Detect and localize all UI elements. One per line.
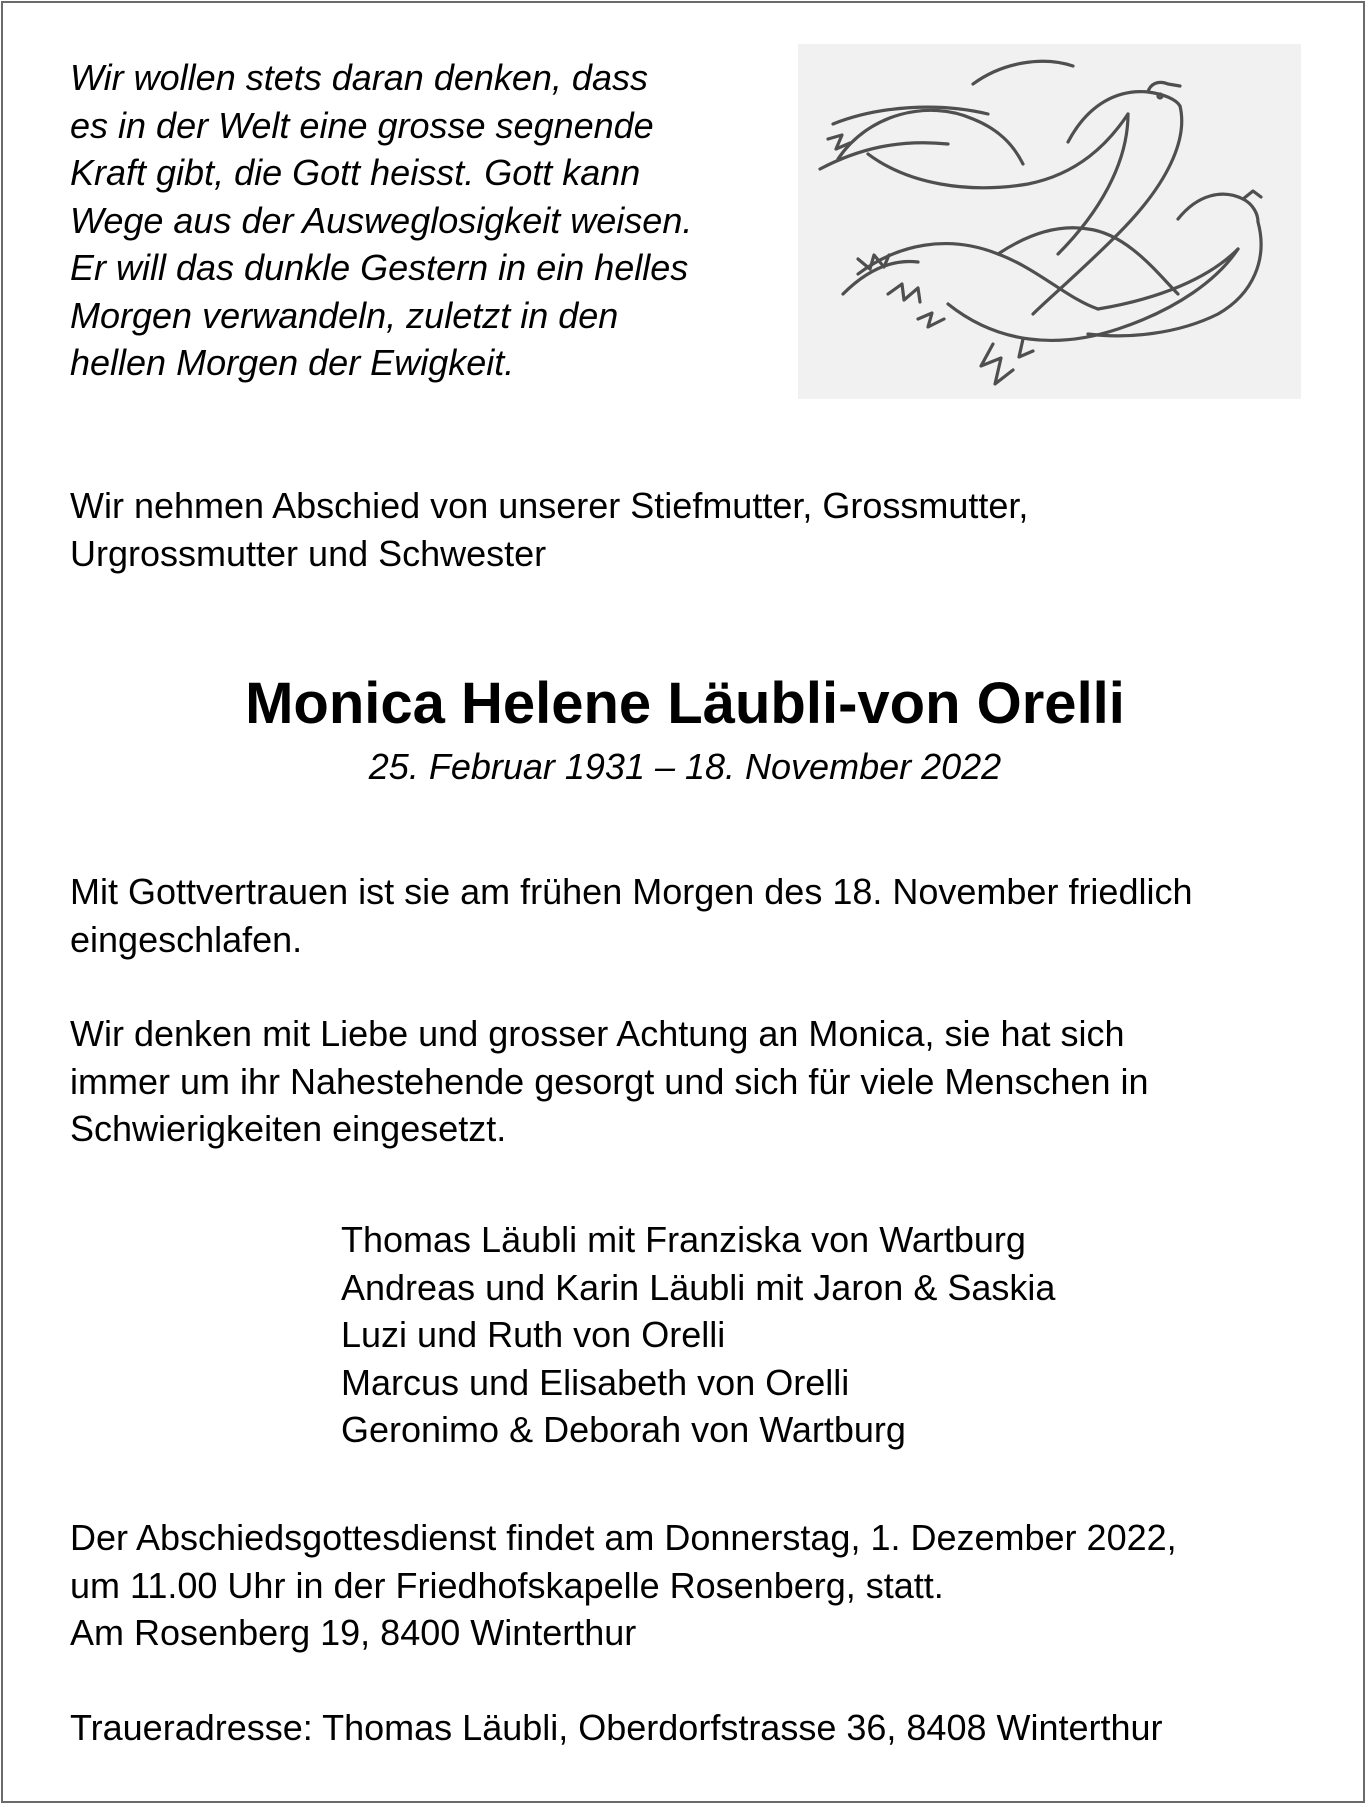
mourning-address: [70, 1704, 1163, 1752]
paragraph-line: eingeschlafen.: [70, 918, 303, 960]
service-line: Der Abschiedsgottesdienst findet am Donnerstag, 1. Dezember 2022,: [70, 1517, 1177, 1558]
verse-line: hellen Morgen der Ewigkeit.: [70, 342, 515, 383]
verse-line: es in der Welt eine grosse segnende: [70, 104, 654, 146]
life-dates: 25. Februar 1931 – 18. November 2022: [368, 746, 1002, 787]
family-member: Geronimo & Deborah von Wartburg: [341, 1409, 906, 1450]
paragraph-remembrance: [70, 1010, 1149, 1153]
paragraph-line: Mit Gottvertrauen ist sie am frühen Morgen des 18. November friedlich: [70, 871, 1193, 912]
verse-line: Wege aus der Ausweglosigkeit weisen.: [70, 199, 693, 241]
verse-text: [70, 54, 770, 387]
verse-line: Kraft gibt, die Gott heisst. Gott kann: [70, 152, 641, 193]
paragraph-line: Schwierigkeiten eingesetzt.: [70, 1108, 507, 1149]
service-line: um 11.00 Uhr in der Friedhofskapelle Rosenberg, statt.: [70, 1564, 944, 1606]
intro-line: Urgrossmutter und Schwester: [70, 532, 547, 574]
service-line: Am Rosenberg 19, 8400 Winterthur: [70, 1612, 637, 1653]
service-info: [70, 1514, 1177, 1657]
family-list: [341, 1216, 1055, 1454]
intro-line: Wir nehmen Abschied von unserer Stiefmutter, Grossmutter,: [70, 485, 1029, 526]
intro-text: [70, 482, 1028, 577]
paragraph-passing: [70, 868, 1193, 963]
paragraph-line: immer um ihr Nahestehende gesorgt und sich für viele Menschen in: [70, 1060, 1149, 1102]
verse-line: Wir wollen stets daran denken, dass: [70, 57, 648, 98]
verse-line: Morgen verwandeln, zuletzt in den: [70, 294, 619, 336]
verse-line: Er will das dunkle Gestern in ein helles: [70, 247, 689, 288]
family-member: Luzi und Ruth von Orelli: [341, 1314, 726, 1355]
paragraph-line: Wir denken mit Liebe und grosser Achtung an Monica, sie hat sich: [70, 1013, 1125, 1054]
family-member: Thomas Läubli mit Franziska von Wartburg: [341, 1219, 1026, 1260]
deceased-name: Monica Helene Läubli-von Orelli: [245, 671, 1125, 736]
family-member: Marcus und Elisabeth von Orelli: [341, 1361, 850, 1403]
two-doves-drawing-icon: [798, 44, 1301, 399]
mourning-address-line: Traueradresse: Thomas Läubli, Oberdorfstrasse 36, 8408 Winterthur: [70, 1707, 1163, 1748]
family-member: Andreas und Karin Läubli mit Jaron & Saskia: [341, 1266, 1056, 1308]
